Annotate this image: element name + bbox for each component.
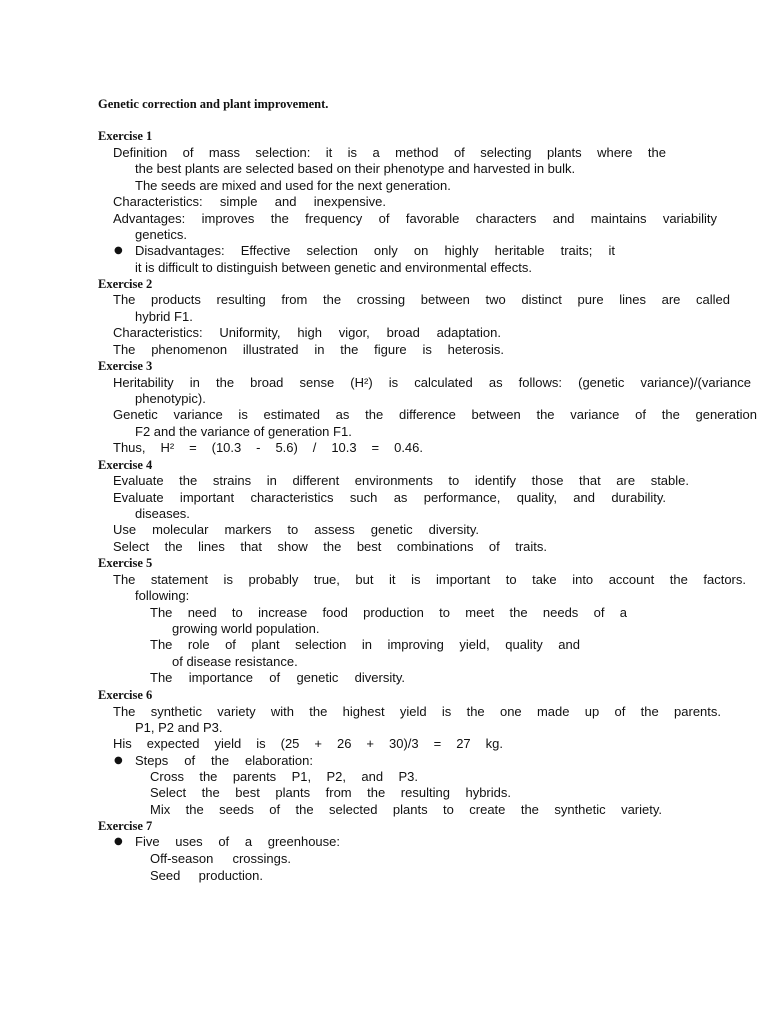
ex1-disadvantages-line-1: Disadvantages: Effective selection only on highly heritable traits; it xyxy=(135,243,615,258)
ex5-line-7: The importance of genetic diversity. xyxy=(150,670,405,685)
ex6-line-3: His expected yield is (25 + 26 + 30)/3 = 27 kg. xyxy=(113,736,503,751)
exercise-1-heading: Exercise 1 xyxy=(98,129,153,143)
ex1-definition-line-1: Definition of mass selection: it is a method of selecting plants where the xyxy=(113,145,666,160)
ex4-line-3: diseases. xyxy=(135,506,190,521)
ex5-line-1: The statement is probably true, but it is important to take into account the factors. xyxy=(113,572,746,587)
ex1-advantages-line-2: genetics. xyxy=(135,227,188,242)
ex6-line-6: Select the best plants from the resulting hybrids. xyxy=(150,785,511,800)
ex7-line-2: Off-season crossings. xyxy=(150,851,291,866)
bullet-icon: ● xyxy=(114,836,123,847)
ex6-line-5: Cross the parents P1, P2, and P3. xyxy=(150,769,418,784)
ex2-line-2: hybrid F1. xyxy=(135,309,193,324)
ex1-characteristics: Characteristics: simple and inexpensive. xyxy=(113,194,386,209)
ex4-line-4: Use molecular markers to assess genetic diversity. xyxy=(113,522,479,537)
ex2-line-3: Characteristics: Uniformity, high vigor, broad adaptation. xyxy=(113,325,501,340)
ex1-disadvantages-line-2: it is difficult to distinguish between genetic and environmental effects. xyxy=(135,260,532,275)
ex3-line-4: F2 and the variance of generation F1. xyxy=(135,424,352,439)
ex1-definition-line-3: The seeds are mixed and used for the next generation. xyxy=(135,178,451,193)
ex7-line-1: Five uses of a greenhouse: xyxy=(135,834,340,849)
ex5-line-5: The role of plant selection in improving yield, quality and xyxy=(150,637,580,652)
ex5-line-4: growing world population. xyxy=(172,621,320,636)
ex5-line-3: The need to increase food production to meet the needs of a xyxy=(150,605,627,620)
ex3-line-1: Heritability in the broad sense (H²) is calculated as follows: (genetic variance)/(variance xyxy=(113,375,751,390)
exercise-6-heading: Exercise 6 xyxy=(98,688,153,702)
ex1-advantages-line-1: Advantages: improves the frequency of favorable characters and maintains variability xyxy=(113,211,717,226)
ex7-line-3: Seed production. xyxy=(150,868,263,883)
exercise-5-heading: Exercise 5 xyxy=(98,556,153,570)
exercise-7-heading: Exercise 7 xyxy=(98,819,153,833)
ex1-definition-line-2: the best plants are selected based on their phenotype and harvested in bulk. xyxy=(135,161,576,176)
exercise-3-heading: Exercise 3 xyxy=(98,359,153,373)
ex4-line-5: Select the lines that show the best combinations of traits. xyxy=(113,539,547,554)
exercise-4-heading: Exercise 4 xyxy=(98,458,153,472)
ex6-line-4: Steps of the elaboration: xyxy=(135,753,313,768)
ex2-line-1: The products resulting from the crossing between two distinct pure lines are called xyxy=(113,292,730,307)
document-title: Genetic correction and plant improvement. xyxy=(98,97,329,111)
ex4-line-1: Evaluate the strains in different environments to identify those that are stable. xyxy=(113,473,689,488)
exercise-2-heading: Exercise 2 xyxy=(98,277,153,291)
ex4-line-2: Evaluate important characteristics such as performance, quality, and durability. xyxy=(113,490,666,505)
bullet-icon: ● xyxy=(114,755,123,766)
ex6-line-2: P1, P2 and P3. xyxy=(135,720,223,735)
ex3-line-2: phenotypic). xyxy=(135,391,206,406)
bullet-icon: ● xyxy=(114,245,123,256)
ex6-line-7: Mix the seeds of the selected plants to create the synthetic variety. xyxy=(150,802,662,817)
ex6-line-1: The synthetic variety with the highest yield is the one made up of the parents. xyxy=(113,704,721,719)
ex2-line-4: The phenomenon illustrated in the figure is heterosis. xyxy=(113,342,504,357)
ex3-line-3: Genetic variance is estimated as the difference between the variance of the generation xyxy=(113,407,757,422)
ex5-line-2: following: xyxy=(135,588,190,603)
ex5-line-6: of disease resistance. xyxy=(172,654,298,669)
ex3-formula: Thus, H² = (10.3 - 5.6) / 10.3 = 0.46. xyxy=(113,440,423,455)
